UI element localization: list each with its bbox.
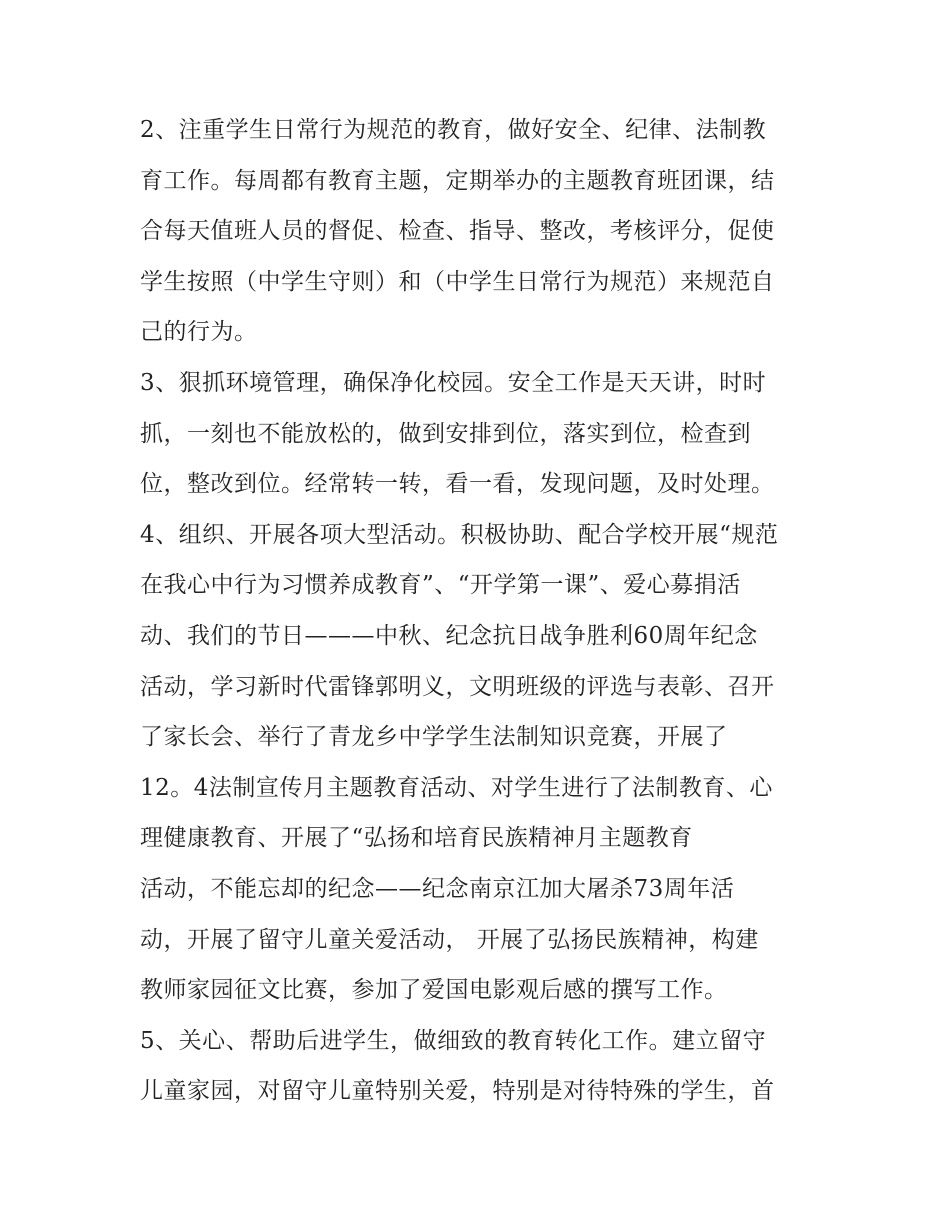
text-line: 动、我们的节日———中秋、纪念抗日战争胜利60周年纪念 [140,622,758,649]
text-line: 在我心中行为习惯养成教育”、“开学第一课”、爱心募捐活 [140,572,741,599]
text-line: 5、关心、帮助后进学生，做细致的教育转化工作。建立留守 [140,1027,767,1054]
text-line: 理健康教育、开展了“弘扬和培育民族精神月主题教育 [140,825,693,852]
document-body [140,105,840,1117]
text-line: 己的行为。 [140,319,258,346]
text-line: 教师家园征文比赛，参加了爱国电影观后感的撰写工作。 [140,977,728,1004]
text-line: 儿童家园，对留守儿童特别关爱，特别是对待特殊的学生，首 [140,1078,775,1105]
text-line: 4、组织、开展各项大型活动。积极协助、配合学校开展“规范 [140,521,779,548]
text-line: 3、狠抓环境管理，确保净化校园。安全工作是天天讲，时时 [140,369,767,396]
text-line: 抓，一刻也不能放松的，做到安排到位，落实到位，检查到 [140,420,751,447]
text-line: 育工作。每周都有教育主题，定期举办的主题教育班团课，结 [140,167,775,194]
text-line: 了家长会、举行了青龙乡中学学生法制知识竞赛，开展了 [140,724,728,751]
text-line: 合每天值班人员的督促、检查、指导、整改，考核评分，促使 [140,218,775,245]
text-line: 学生按照（中学生守则）和（中学生日常行为规范）来规范自 [140,268,775,295]
text-line: 12。4法制宣传月主题教育活动、对学生进行了法制教育、心 [140,774,773,801]
text-line: 动，开展了留守儿童关爱活动， 开展了弘扬民族精神，构建 [140,926,759,953]
text-line: 2、注重学生日常行为规范的教育，做好安全、纪律、法制教 [140,117,767,143]
text-line: 活动，不能忘却的纪念——纪念南京江加大屠杀73周年活 [140,875,735,902]
text-line: 活动，学习新时代雷锋郭明义，文明班级的评选与表彰、召开 [140,673,775,700]
text-line: 位，整改到位。经常转一转，看一看，发现问题，及时处理。 [140,471,775,498]
